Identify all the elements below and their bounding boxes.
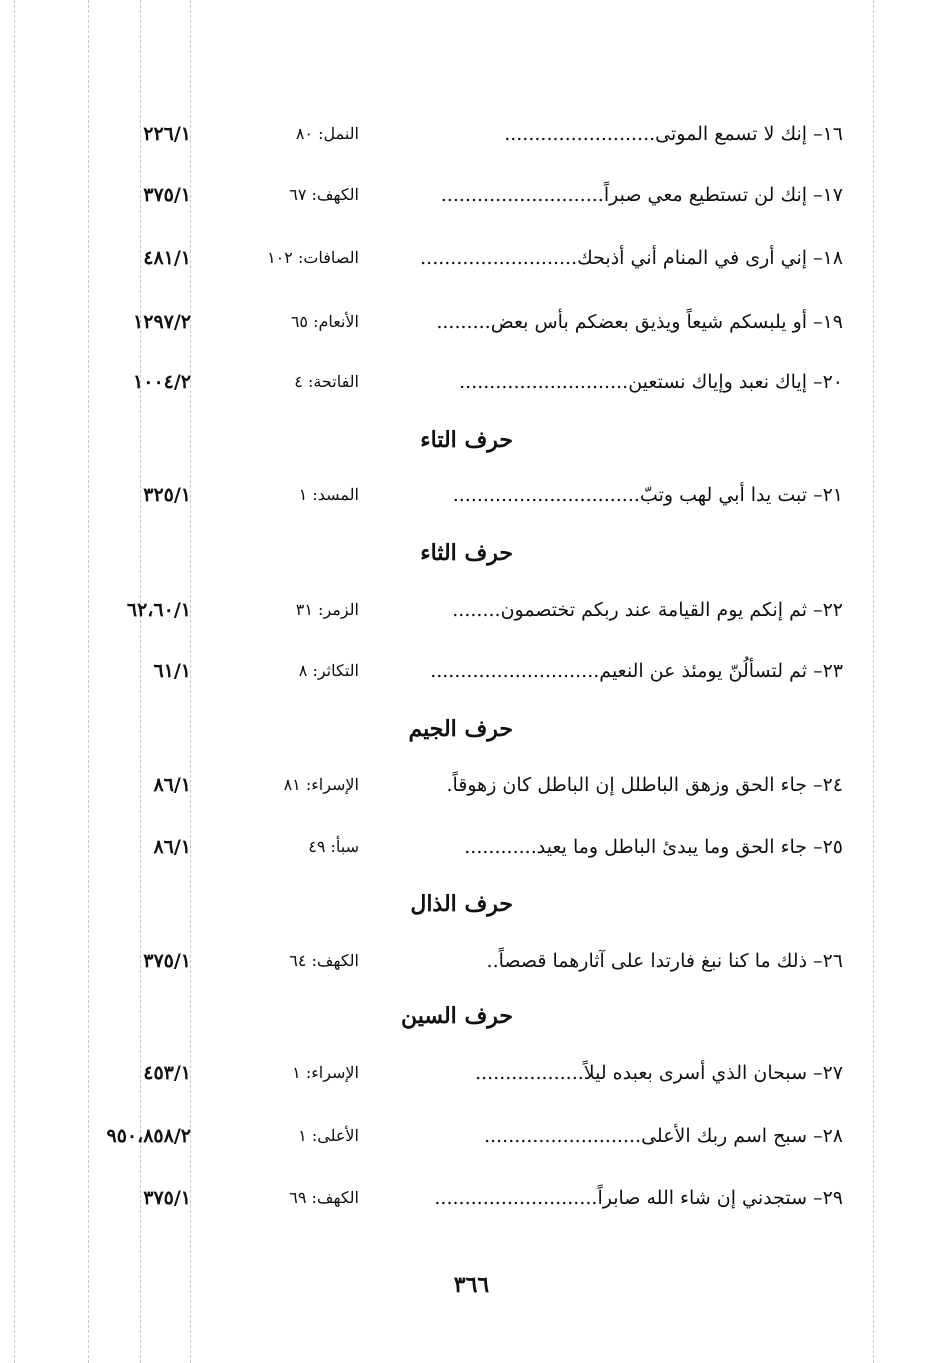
verse-text: ١٨– إني أرى في المنام أني أذبحك.......................... [420, 247, 843, 269]
surah-reference: الكهف: ٦٧ [289, 185, 359, 204]
surah-reference: الأعلى: ١ [298, 1126, 359, 1145]
verse-text: ١٦– إنك لا تسمع الموتى......................... [504, 123, 843, 145]
verse-text: ٢٩– ستجدني إن شاء الله صابراً........................... [434, 1187, 843, 1209]
index-entry [0, 475, 943, 515]
page-reference: ٣٧٥/١ [143, 184, 191, 206]
page-reference: ٨٦/١ [153, 836, 191, 858]
surah-reference: الإسراء: ٨١ [283, 775, 359, 794]
page-reference: ٣٧٥/١ [143, 1187, 191, 1209]
surah-reference: التكاثر: ٨ [298, 661, 359, 680]
surah-reference: الفاتحة: ٤ [294, 372, 359, 391]
page-reference: ٩٥٠،٨٥٨/٢ [106, 1125, 191, 1147]
surah-reference: النمل: ٨٠ [295, 124, 359, 143]
page-reference: ٨٦/١ [153, 774, 191, 796]
index-entry [0, 175, 943, 215]
verse-text: ٢٤– جاء الحق وزهق الباطلل إن الباطل كان زهوقاً. [446, 774, 843, 796]
index-entry [0, 651, 943, 691]
verse-text: ١٩– أو يلبسكم شيعاً ويذيق بعضكم بأس بعض......... [436, 311, 843, 333]
surah-reference: الأنعام: ٦٥ [290, 312, 359, 331]
index-entry [0, 302, 943, 342]
verse-text: ١٧– إنك لن تستطيع معي صبراً........................... [440, 184, 843, 206]
surah-reference: سبأ: ٤٩ [308, 837, 359, 856]
index-entry [0, 1053, 943, 1093]
index-entry [0, 1116, 943, 1156]
index-entry [0, 765, 943, 805]
section-heading: حرف السين [400, 1003, 513, 1029]
page-reference: ٦١/١ [153, 660, 191, 682]
section-heading: حرف الجيم [408, 716, 513, 742]
index-entry [0, 114, 943, 154]
section-heading: حرف الثاء [420, 540, 513, 566]
surah-reference: الكهف: ٦٩ [289, 1188, 359, 1207]
verse-text: ٢٨– سبح اسم ربك الأعلى.......................... [484, 1125, 843, 1147]
surah-reference: الزمر: ٣١ [295, 600, 359, 619]
page-reference: ٦٢،٦٠/١ [126, 599, 191, 621]
page-reference: ٤٨١/١ [143, 247, 191, 269]
index-entry [0, 1178, 943, 1218]
page-reference: ١٢٩٧/٢ [133, 311, 191, 333]
verse-text: ٢٧– سبحان الذي أسرى بعبده ليلاً.................. [475, 1062, 843, 1084]
verse-text: ٢٦– ذلك ما كنا نبغ فارتدا على آثارهما قصصاً.. [486, 950, 843, 972]
index-entry [0, 362, 943, 402]
page-number: ٣٦٦ [453, 1272, 490, 1298]
page-reference: ٣٧٥/١ [143, 950, 191, 972]
surah-reference: الكهف: ٦٤ [289, 951, 359, 970]
index-entry [0, 590, 943, 630]
index-entry [0, 827, 943, 867]
verse-text: ٢٥– جاء الحق وما يبدئ الباطل وما يعيد............ [464, 836, 843, 858]
section-heading: حرف التاء [420, 427, 513, 453]
verse-text: ٢٣– ثم لتسألُنّ يومئذ عن النعيم............................ [430, 660, 843, 682]
index-entry [0, 238, 943, 278]
page-reference: ١٠٠٤/٢ [133, 371, 191, 393]
verse-text: ٢٢– ثم إنكم يوم القيامة عند ربكم تختصمون........ [452, 599, 843, 621]
section-heading: حرف الذال [410, 891, 513, 917]
surah-reference: المسد: ١ [298, 485, 359, 504]
verse-text: ٢١– تبت يدا أبي لهب وتبّ............................... [452, 484, 843, 506]
surah-reference: الإسراء: ١ [292, 1063, 359, 1082]
index-entry [0, 941, 943, 981]
page-reference: ٤٥٣/١ [143, 1062, 191, 1084]
verse-text: ٢٠– إياك نعبد وإياك نستعين............................ [459, 371, 843, 393]
surah-reference: الصافات: ١٠٢ [267, 248, 359, 267]
page-reference: ٣٢٥/١ [143, 484, 191, 506]
page-reference: ٢٢٦/١ [143, 123, 191, 145]
